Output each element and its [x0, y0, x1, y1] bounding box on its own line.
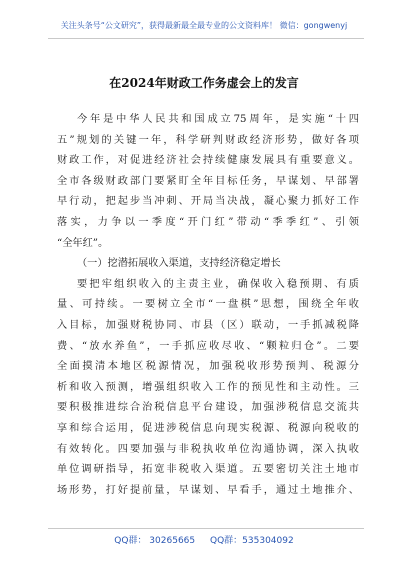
body-line: 全面摸清本地区税源情况，加强税收形势预判、税源分: [57, 361, 359, 373]
body-line: 场形势，打好提前量，早谋划、早看手，通过土地推介、: [57, 484, 359, 496]
body-line: 今年是中华人民共和国成立75周年，是实施“十四: [77, 114, 359, 125]
body-line: 有效转化。四要加强与非税执收单位沟通协调，深入执收: [57, 443, 359, 455]
body-line: 享和综合运用，促进涉税信息向现实税源、税源向税收的: [57, 422, 359, 434]
body-line: 要把牢组织收入的主责主业，确保收入稳预期、有质: [77, 278, 359, 290]
body-line: 单位调研指导，拓宽非税收入渠道。五要密切关注土地市: [57, 464, 359, 476]
body-line: 全市各级财政部门要紧盯全年目标任务，早谋划、早部署: [57, 175, 359, 187]
body-line: 财政工作，对促进经济社会持续健康发展具有重要意义。: [57, 155, 359, 167]
footer: [0, 533, 408, 546]
body-line: “全年红”。: [57, 237, 109, 249]
body-line: 早行动，把起步当冲刺、开局当决战，凝心聚力抓好工作: [57, 196, 359, 208]
body-line: 入目标，加强财税协同、市县（区）联动，一手抓减税降: [57, 319, 359, 331]
body-line: 量、可持续。一要树立全市“一盘棋”思想，围绕全年收: [57, 299, 359, 311]
section-heading: （一）挖潜拓展收入渠道，支持经济稳定增长: [77, 258, 281, 270]
header-divider: [48, 38, 364, 39]
body-line: 要积极推进综合治税信息平台建设，加强涉税信息交流共: [57, 402, 359, 414]
qq-group-2: QQ群：535304092: [210, 536, 294, 546]
body-line: 析和收入预测，增强组织收入工作的预见性和主动性。三: [57, 381, 359, 393]
header-notice: 关注头条号“公文研究”，获得最新最全最专业的公文资料库！ 微信：gongwenyj: [60, 21, 348, 30]
document-body: [57, 110, 359, 501]
body-line: 五”规划的关键一年，科学研判财政经济形势，做好各项: [57, 134, 359, 146]
footer-divider: [48, 528, 364, 529]
document-title: 在2024年财政工作务虚会上的发言: [109, 76, 299, 90]
qq-group-1: QQ群： 30265665: [114, 536, 196, 546]
body-line: 费、“放水养鱼”，一手抓应收尽收、“颗粒归仓”。二要: [57, 340, 359, 352]
body-line: 落实，力争以一季度“开门红”带动“季季红”、引领: [57, 216, 359, 228]
